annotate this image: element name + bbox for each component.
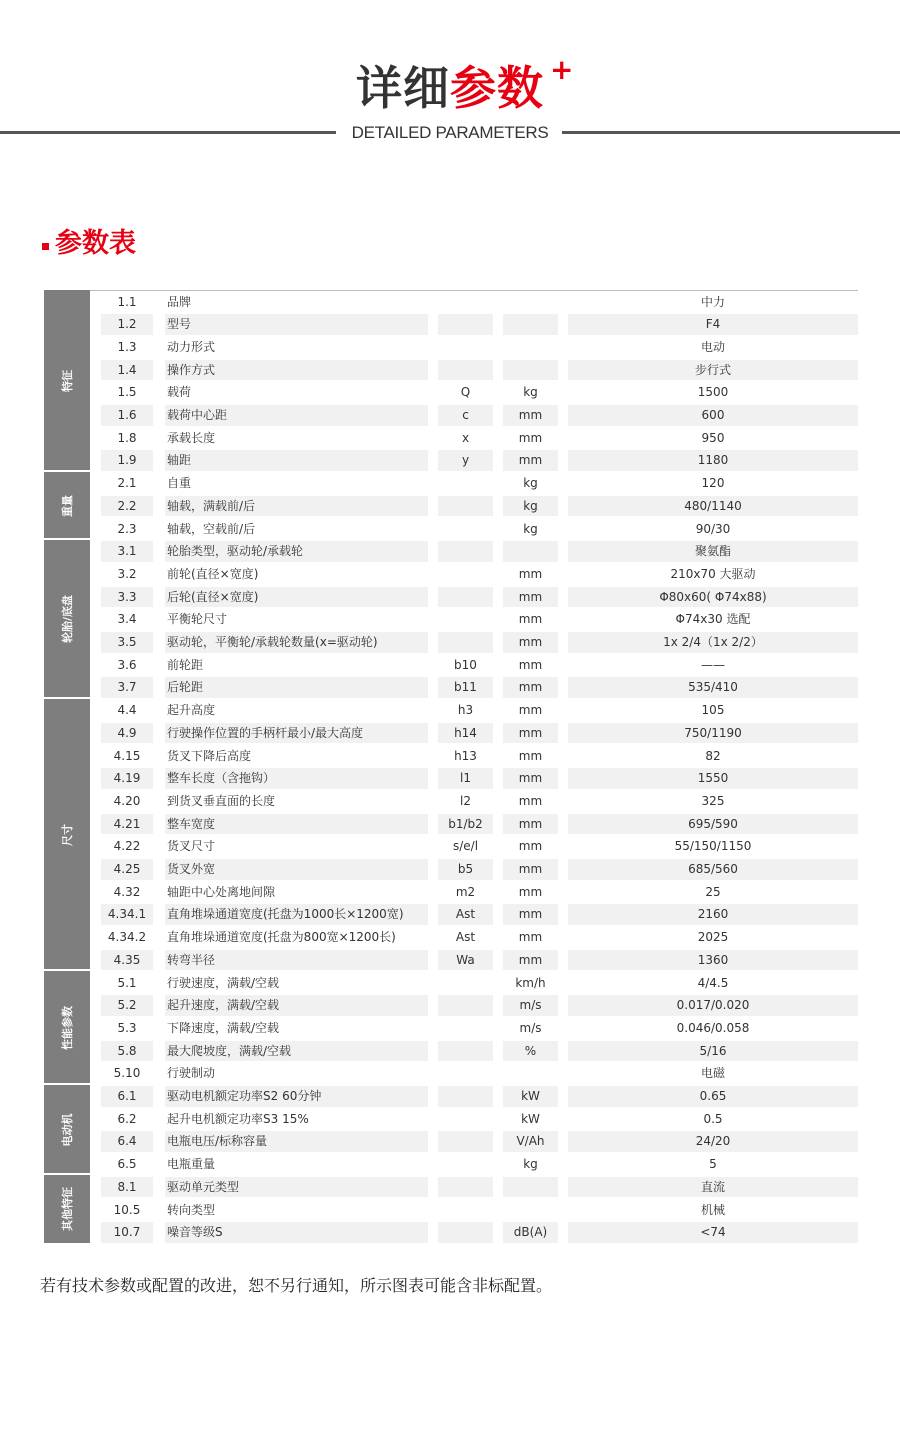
table-row bbox=[90, 972, 858, 995]
table-row bbox=[90, 427, 858, 450]
row-unit: m/s bbox=[503, 995, 558, 1016]
table-row bbox=[90, 1017, 858, 1040]
row-symbol bbox=[438, 337, 493, 358]
row-value: 120 bbox=[701, 476, 725, 491]
row-parameter: 后轮(直径×宽度) bbox=[165, 587, 428, 608]
row-parameter: 自重 bbox=[167, 476, 192, 491]
row-unit: kg bbox=[523, 385, 538, 400]
row-value: 105 bbox=[701, 703, 725, 718]
row-parameter: 承载长度 bbox=[167, 430, 216, 445]
row-symbol bbox=[438, 1154, 493, 1175]
table-row bbox=[90, 790, 858, 813]
row-unit: mm bbox=[518, 657, 543, 672]
row-symbol bbox=[438, 1063, 493, 1084]
row-unit: kg bbox=[523, 521, 538, 536]
row-code: 6.5 bbox=[117, 1157, 137, 1172]
row-unit: mm bbox=[518, 703, 543, 718]
table-row bbox=[90, 1199, 858, 1222]
group-label: 轮胎/底盘 bbox=[61, 595, 74, 644]
row-parameter: 直角堆垛通道宽度(托盘为800宽×1200长) bbox=[167, 930, 396, 945]
row-symbol: Q bbox=[460, 385, 471, 400]
table-row bbox=[90, 1108, 858, 1131]
row-symbol bbox=[438, 973, 493, 994]
footnote: 若有技术参数或配置的改进，恕不另行通知，所示图表可能含非标配置。 bbox=[40, 1276, 553, 1295]
table-row bbox=[90, 1062, 858, 1085]
table-row bbox=[90, 631, 858, 654]
table-row bbox=[90, 336, 858, 359]
row-symbol bbox=[438, 1222, 493, 1243]
row-symbol bbox=[438, 1131, 493, 1152]
row-code: 3.3 bbox=[101, 587, 153, 608]
row-value: 步行式 bbox=[568, 360, 858, 381]
table-row bbox=[90, 767, 858, 790]
table-row bbox=[90, 359, 858, 382]
row-value: 0.65 bbox=[568, 1086, 858, 1107]
table-row bbox=[90, 881, 858, 904]
row-parameter: 整车宽度 bbox=[165, 814, 428, 835]
row-code: 4.34.2 bbox=[107, 930, 147, 945]
row-unit: mm bbox=[503, 950, 558, 971]
row-unit: V/Ah bbox=[503, 1131, 558, 1152]
row-code: 5.1 bbox=[117, 975, 137, 990]
row-parameter: 行驶制动 bbox=[167, 1066, 216, 1081]
row-value: 中力 bbox=[700, 294, 725, 309]
row-value: 2160 bbox=[568, 904, 858, 925]
row-value: 直流 bbox=[568, 1177, 858, 1198]
row-value: —— bbox=[701, 657, 725, 672]
table-row bbox=[90, 608, 858, 631]
row-parameter: 下降速度，满载/空载 bbox=[167, 1020, 280, 1035]
row-symbol: h13 bbox=[454, 748, 477, 763]
row-unit: mm bbox=[503, 677, 558, 698]
row-value: 机械 bbox=[700, 1202, 725, 1217]
row-value: 55/150/1150 bbox=[674, 839, 752, 854]
row-parameter: 前轮(直径×宽度) bbox=[167, 566, 259, 581]
row-symbol bbox=[438, 1086, 493, 1107]
row-parameter: 起升电机额定功率S3 15% bbox=[167, 1111, 309, 1126]
row-unit: mm bbox=[518, 930, 543, 945]
group-dimensions bbox=[44, 699, 90, 971]
row-unit: mm bbox=[518, 884, 543, 899]
group-weight bbox=[44, 472, 90, 540]
row-code: 2.3 bbox=[117, 521, 137, 536]
row-parameter: 驱动单元类型 bbox=[165, 1177, 428, 1198]
row-symbol bbox=[438, 1041, 493, 1062]
row-unit: kg bbox=[523, 476, 538, 491]
row-code: 4.4 bbox=[117, 703, 137, 718]
table-row bbox=[90, 518, 858, 541]
row-symbol: Ast bbox=[455, 930, 476, 945]
row-value: 210x70 大驱动 bbox=[670, 566, 756, 581]
row-symbol bbox=[438, 496, 493, 517]
row-unit: mm bbox=[518, 566, 543, 581]
row-code: 4.34.1 bbox=[101, 904, 153, 925]
group-label: 重量 bbox=[61, 494, 74, 517]
row-parameter: 电瓶重量 bbox=[167, 1157, 216, 1172]
row-symbol: b5 bbox=[438, 859, 493, 880]
row-parameter: 起升高度 bbox=[167, 703, 216, 718]
table-row bbox=[90, 745, 858, 768]
row-value: 1360 bbox=[568, 950, 858, 971]
row-parameter: 转弯半径 bbox=[165, 950, 428, 971]
table-row bbox=[90, 813, 858, 836]
row-symbol bbox=[438, 519, 493, 540]
row-parameter: 驱动电机额定功率S2 60分钟 bbox=[165, 1086, 428, 1107]
row-unit: km/h bbox=[515, 975, 546, 990]
row-parameter: 直角堆垛通道宽度(托盘为1000长×1200宽) bbox=[165, 904, 428, 925]
row-code: 5.10 bbox=[113, 1066, 141, 1081]
row-parameter: 轴距中心处离地间隙 bbox=[167, 884, 276, 899]
row-symbol bbox=[438, 1018, 493, 1039]
row-unit: mm bbox=[518, 793, 543, 808]
row-code: 1.6 bbox=[101, 405, 153, 426]
row-symbol bbox=[438, 314, 493, 335]
row-parameter: 轮胎类型，驱动轮/承载轮 bbox=[165, 541, 428, 562]
row-symbol: x bbox=[461, 430, 470, 445]
row-unit: mm bbox=[503, 632, 558, 653]
row-symbol: y bbox=[438, 450, 493, 471]
row-symbol bbox=[438, 632, 493, 653]
row-parameter: 动力形式 bbox=[167, 339, 216, 354]
row-value: 24/20 bbox=[568, 1131, 858, 1152]
table-row bbox=[90, 291, 858, 314]
row-unit: kg bbox=[503, 496, 558, 517]
page-subtitle: DETAILED PARAMETERS bbox=[351, 123, 549, 142]
row-value: Φ80x60( Φ74x88) bbox=[568, 587, 858, 608]
row-code: 4.35 bbox=[101, 950, 153, 971]
row-code: 1.1 bbox=[117, 294, 137, 309]
table-row bbox=[90, 404, 858, 427]
row-unit: mm bbox=[503, 814, 558, 835]
row-parameter: 型号 bbox=[165, 314, 428, 335]
row-unit: mm bbox=[518, 748, 543, 763]
table-row bbox=[90, 563, 858, 586]
group-features bbox=[44, 290, 90, 472]
group-motor bbox=[44, 1085, 90, 1176]
row-symbol: h3 bbox=[457, 703, 474, 718]
group-label: 特征 bbox=[61, 369, 74, 392]
table-row bbox=[90, 926, 858, 949]
row-value: 25 bbox=[705, 884, 721, 899]
row-parameter: 噪音等级S bbox=[165, 1222, 428, 1243]
table-row bbox=[90, 699, 858, 722]
row-unit: mm bbox=[503, 768, 558, 789]
row-symbol bbox=[438, 564, 493, 585]
plus-icon: + bbox=[550, 53, 574, 86]
table-row bbox=[90, 472, 858, 495]
row-value: <74 bbox=[568, 1222, 858, 1243]
row-value: 82 bbox=[705, 748, 721, 763]
row-unit: mm bbox=[503, 859, 558, 880]
row-symbol: b11 bbox=[438, 677, 493, 698]
row-code: 4.25 bbox=[101, 859, 153, 880]
row-value: 聚氨酯 bbox=[568, 541, 858, 562]
row-symbol bbox=[438, 995, 493, 1016]
row-value: 90/30 bbox=[695, 521, 731, 536]
row-code: 5.8 bbox=[101, 1041, 153, 1062]
row-unit: mm bbox=[503, 405, 558, 426]
table-row bbox=[90, 540, 858, 563]
row-code: 4.21 bbox=[101, 814, 153, 835]
group-label: 性能参数 bbox=[61, 1005, 74, 1050]
table-row bbox=[90, 903, 858, 926]
table-row bbox=[90, 1153, 858, 1176]
row-value: 325 bbox=[701, 793, 725, 808]
row-value: Φ74x30 选配 bbox=[675, 612, 751, 627]
row-code: 4.19 bbox=[101, 768, 153, 789]
row-code: 2.1 bbox=[117, 476, 137, 491]
row-unit: mm bbox=[503, 904, 558, 925]
row-code: 3.6 bbox=[117, 657, 137, 672]
row-symbol: b1/b2 bbox=[438, 814, 493, 835]
table-row bbox=[90, 1176, 858, 1199]
table-row bbox=[90, 994, 858, 1017]
row-value: 5/16 bbox=[568, 1041, 858, 1062]
row-code: 1.3 bbox=[117, 339, 137, 354]
row-unit bbox=[503, 314, 558, 335]
row-value: 电动 bbox=[700, 339, 725, 354]
row-parameter: 载荷 bbox=[167, 385, 192, 400]
page-title-red: 参数 bbox=[450, 61, 544, 115]
row-code: 1.9 bbox=[101, 450, 153, 471]
row-parameter: 货叉尺寸 bbox=[167, 839, 216, 854]
row-unit bbox=[503, 1063, 558, 1084]
row-unit bbox=[503, 1177, 558, 1198]
table-row bbox=[90, 1221, 858, 1244]
group-performance bbox=[44, 971, 90, 1085]
row-code: 1.4 bbox=[101, 360, 153, 381]
row-unit bbox=[503, 292, 558, 313]
row-parameter: 载荷中心距 bbox=[165, 405, 428, 426]
row-value: 0.046/0.058 bbox=[676, 1020, 750, 1035]
group-other bbox=[44, 1175, 90, 1243]
row-parameter: 驱动轮，平衡轮/承载轮数量(x=驱动轮) bbox=[165, 632, 428, 653]
row-value: 5 bbox=[709, 1157, 717, 1172]
row-value: 0.5 bbox=[703, 1111, 723, 1126]
row-parameter: 最大爬坡度，满载/空载 bbox=[165, 1041, 428, 1062]
row-value: 电磁 bbox=[700, 1066, 725, 1081]
table-row bbox=[90, 949, 858, 972]
row-parameter: 转向类型 bbox=[167, 1202, 216, 1217]
row-code: 3.7 bbox=[101, 677, 153, 698]
row-value: 1180 bbox=[568, 450, 858, 471]
row-symbol: l2 bbox=[460, 793, 471, 808]
group-tires-chassis bbox=[44, 540, 90, 699]
row-unit: mm bbox=[518, 612, 543, 627]
row-code: 5.3 bbox=[117, 1020, 137, 1035]
row-parameter: 轴距 bbox=[165, 450, 428, 471]
row-code: 1.2 bbox=[101, 314, 153, 335]
row-symbol bbox=[438, 1200, 493, 1221]
row-value: 750/1190 bbox=[568, 723, 858, 744]
row-value: 535/410 bbox=[568, 677, 858, 698]
row-symbol bbox=[438, 541, 493, 562]
parameter-table bbox=[44, 290, 858, 1241]
row-symbol bbox=[438, 1109, 493, 1130]
row-parameter: 轴载，空载前/后 bbox=[167, 521, 256, 536]
row-symbol bbox=[438, 587, 493, 608]
row-symbol: s/e/l bbox=[452, 839, 479, 854]
row-symbol: b10 bbox=[454, 657, 477, 672]
row-value: 480/1140 bbox=[568, 496, 858, 517]
row-code: 5.2 bbox=[101, 995, 153, 1016]
row-unit: mm bbox=[503, 450, 558, 471]
row-value: 695/590 bbox=[568, 814, 858, 835]
table-row bbox=[90, 654, 858, 677]
row-code: 4.15 bbox=[113, 748, 141, 763]
row-value: 1550 bbox=[568, 768, 858, 789]
row-parameter: 行驶速度，满载/空载 bbox=[167, 975, 280, 990]
table-row bbox=[90, 1040, 858, 1063]
row-code: 10.7 bbox=[101, 1222, 153, 1243]
section-title: 参数表 bbox=[55, 228, 136, 259]
row-symbol: m2 bbox=[455, 884, 476, 899]
row-code: 4.20 bbox=[113, 793, 141, 808]
row-code: 6.1 bbox=[101, 1086, 153, 1107]
table-row bbox=[90, 722, 858, 745]
row-parameter: 起升速度，满载/空载 bbox=[165, 995, 428, 1016]
page-title bbox=[0, 58, 900, 118]
row-symbol bbox=[438, 609, 493, 630]
row-parameter: 行驶操作位置的手柄杆最小/最大高度 bbox=[165, 723, 428, 744]
row-code: 8.1 bbox=[101, 1177, 153, 1198]
row-symbol: c bbox=[438, 405, 493, 426]
row-code: 6.4 bbox=[101, 1131, 153, 1152]
row-parameter: 到货叉垂直面的长度 bbox=[167, 793, 276, 808]
row-unit: mm bbox=[518, 430, 543, 445]
table-row bbox=[90, 1085, 858, 1108]
row-symbol: l1 bbox=[438, 768, 493, 789]
group-label: 其他特征 bbox=[61, 1187, 74, 1232]
row-unit bbox=[503, 360, 558, 381]
row-value: 2025 bbox=[697, 930, 729, 945]
square-bullet-icon bbox=[42, 243, 49, 250]
row-unit: m/s bbox=[519, 1020, 542, 1035]
row-symbol bbox=[438, 292, 493, 313]
row-parameter: 后轮距 bbox=[165, 677, 428, 698]
row-symbol bbox=[438, 473, 493, 494]
row-parameter: 平衡轮尺寸 bbox=[167, 612, 228, 627]
row-parameter: 操作方式 bbox=[165, 360, 428, 381]
row-parameter: 货叉外宽 bbox=[165, 859, 428, 880]
row-unit: mm bbox=[503, 723, 558, 744]
row-code: 4.22 bbox=[113, 839, 141, 854]
row-symbol bbox=[438, 360, 493, 381]
header-divider-right bbox=[562, 131, 900, 134]
row-value: 4/4.5 bbox=[697, 975, 729, 990]
row-value: 1500 bbox=[697, 385, 729, 400]
row-code: 4.9 bbox=[101, 723, 153, 744]
row-code: 1.8 bbox=[117, 430, 137, 445]
group-label: 尺寸 bbox=[61, 823, 74, 846]
row-symbol: Wa bbox=[438, 950, 493, 971]
row-code: 2.2 bbox=[101, 496, 153, 517]
row-parameter: 整车长度（含拖钩） bbox=[165, 768, 428, 789]
row-parameter: 货叉下降后高度 bbox=[167, 748, 252, 763]
row-unit: dB(A) bbox=[503, 1222, 558, 1243]
page-title-dark: 详细 bbox=[356, 61, 450, 115]
table-row bbox=[90, 1130, 858, 1153]
row-parameter: 品牌 bbox=[167, 294, 192, 309]
row-code: 1.5 bbox=[117, 385, 137, 400]
row-code: 4.32 bbox=[113, 884, 141, 899]
row-code: 6.2 bbox=[117, 1111, 137, 1126]
row-value: 1x 2/4（1x 2/2） bbox=[568, 632, 858, 653]
table-row bbox=[90, 449, 858, 472]
row-symbol bbox=[438, 1177, 493, 1198]
table-row bbox=[90, 586, 858, 609]
table-row bbox=[90, 313, 858, 336]
row-symbol: Ast bbox=[438, 904, 493, 925]
row-code: 3.1 bbox=[101, 541, 153, 562]
row-unit bbox=[503, 337, 558, 358]
row-unit: mm bbox=[518, 839, 543, 854]
row-value: F4 bbox=[568, 314, 858, 335]
row-parameter: 电瓶电压/标称容量 bbox=[165, 1131, 428, 1152]
table-row bbox=[90, 858, 858, 881]
row-unit: mm bbox=[503, 587, 558, 608]
row-code: 3.4 bbox=[117, 612, 137, 627]
row-unit bbox=[503, 1200, 558, 1221]
row-unit bbox=[503, 541, 558, 562]
table-row bbox=[90, 676, 858, 699]
row-unit: kg bbox=[523, 1157, 538, 1172]
row-code: 3.5 bbox=[101, 632, 153, 653]
row-code: 3.2 bbox=[117, 566, 137, 581]
row-unit: kW bbox=[503, 1086, 558, 1107]
row-parameter: 前轮距 bbox=[167, 657, 204, 672]
row-symbol: h14 bbox=[438, 723, 493, 744]
row-value: 0.017/0.020 bbox=[568, 995, 858, 1016]
row-unit: kW bbox=[521, 1111, 540, 1126]
table-row bbox=[90, 495, 858, 518]
row-unit: % bbox=[503, 1041, 558, 1062]
row-parameter: 轴载，满载前/后 bbox=[165, 496, 428, 517]
table-row bbox=[90, 835, 858, 858]
row-value: 600 bbox=[568, 405, 858, 426]
row-value: 685/560 bbox=[568, 859, 858, 880]
group-label: 电动机 bbox=[61, 1113, 74, 1147]
row-code: 10.5 bbox=[113, 1202, 141, 1217]
row-value: 950 bbox=[701, 430, 725, 445]
table-row bbox=[90, 381, 858, 404]
